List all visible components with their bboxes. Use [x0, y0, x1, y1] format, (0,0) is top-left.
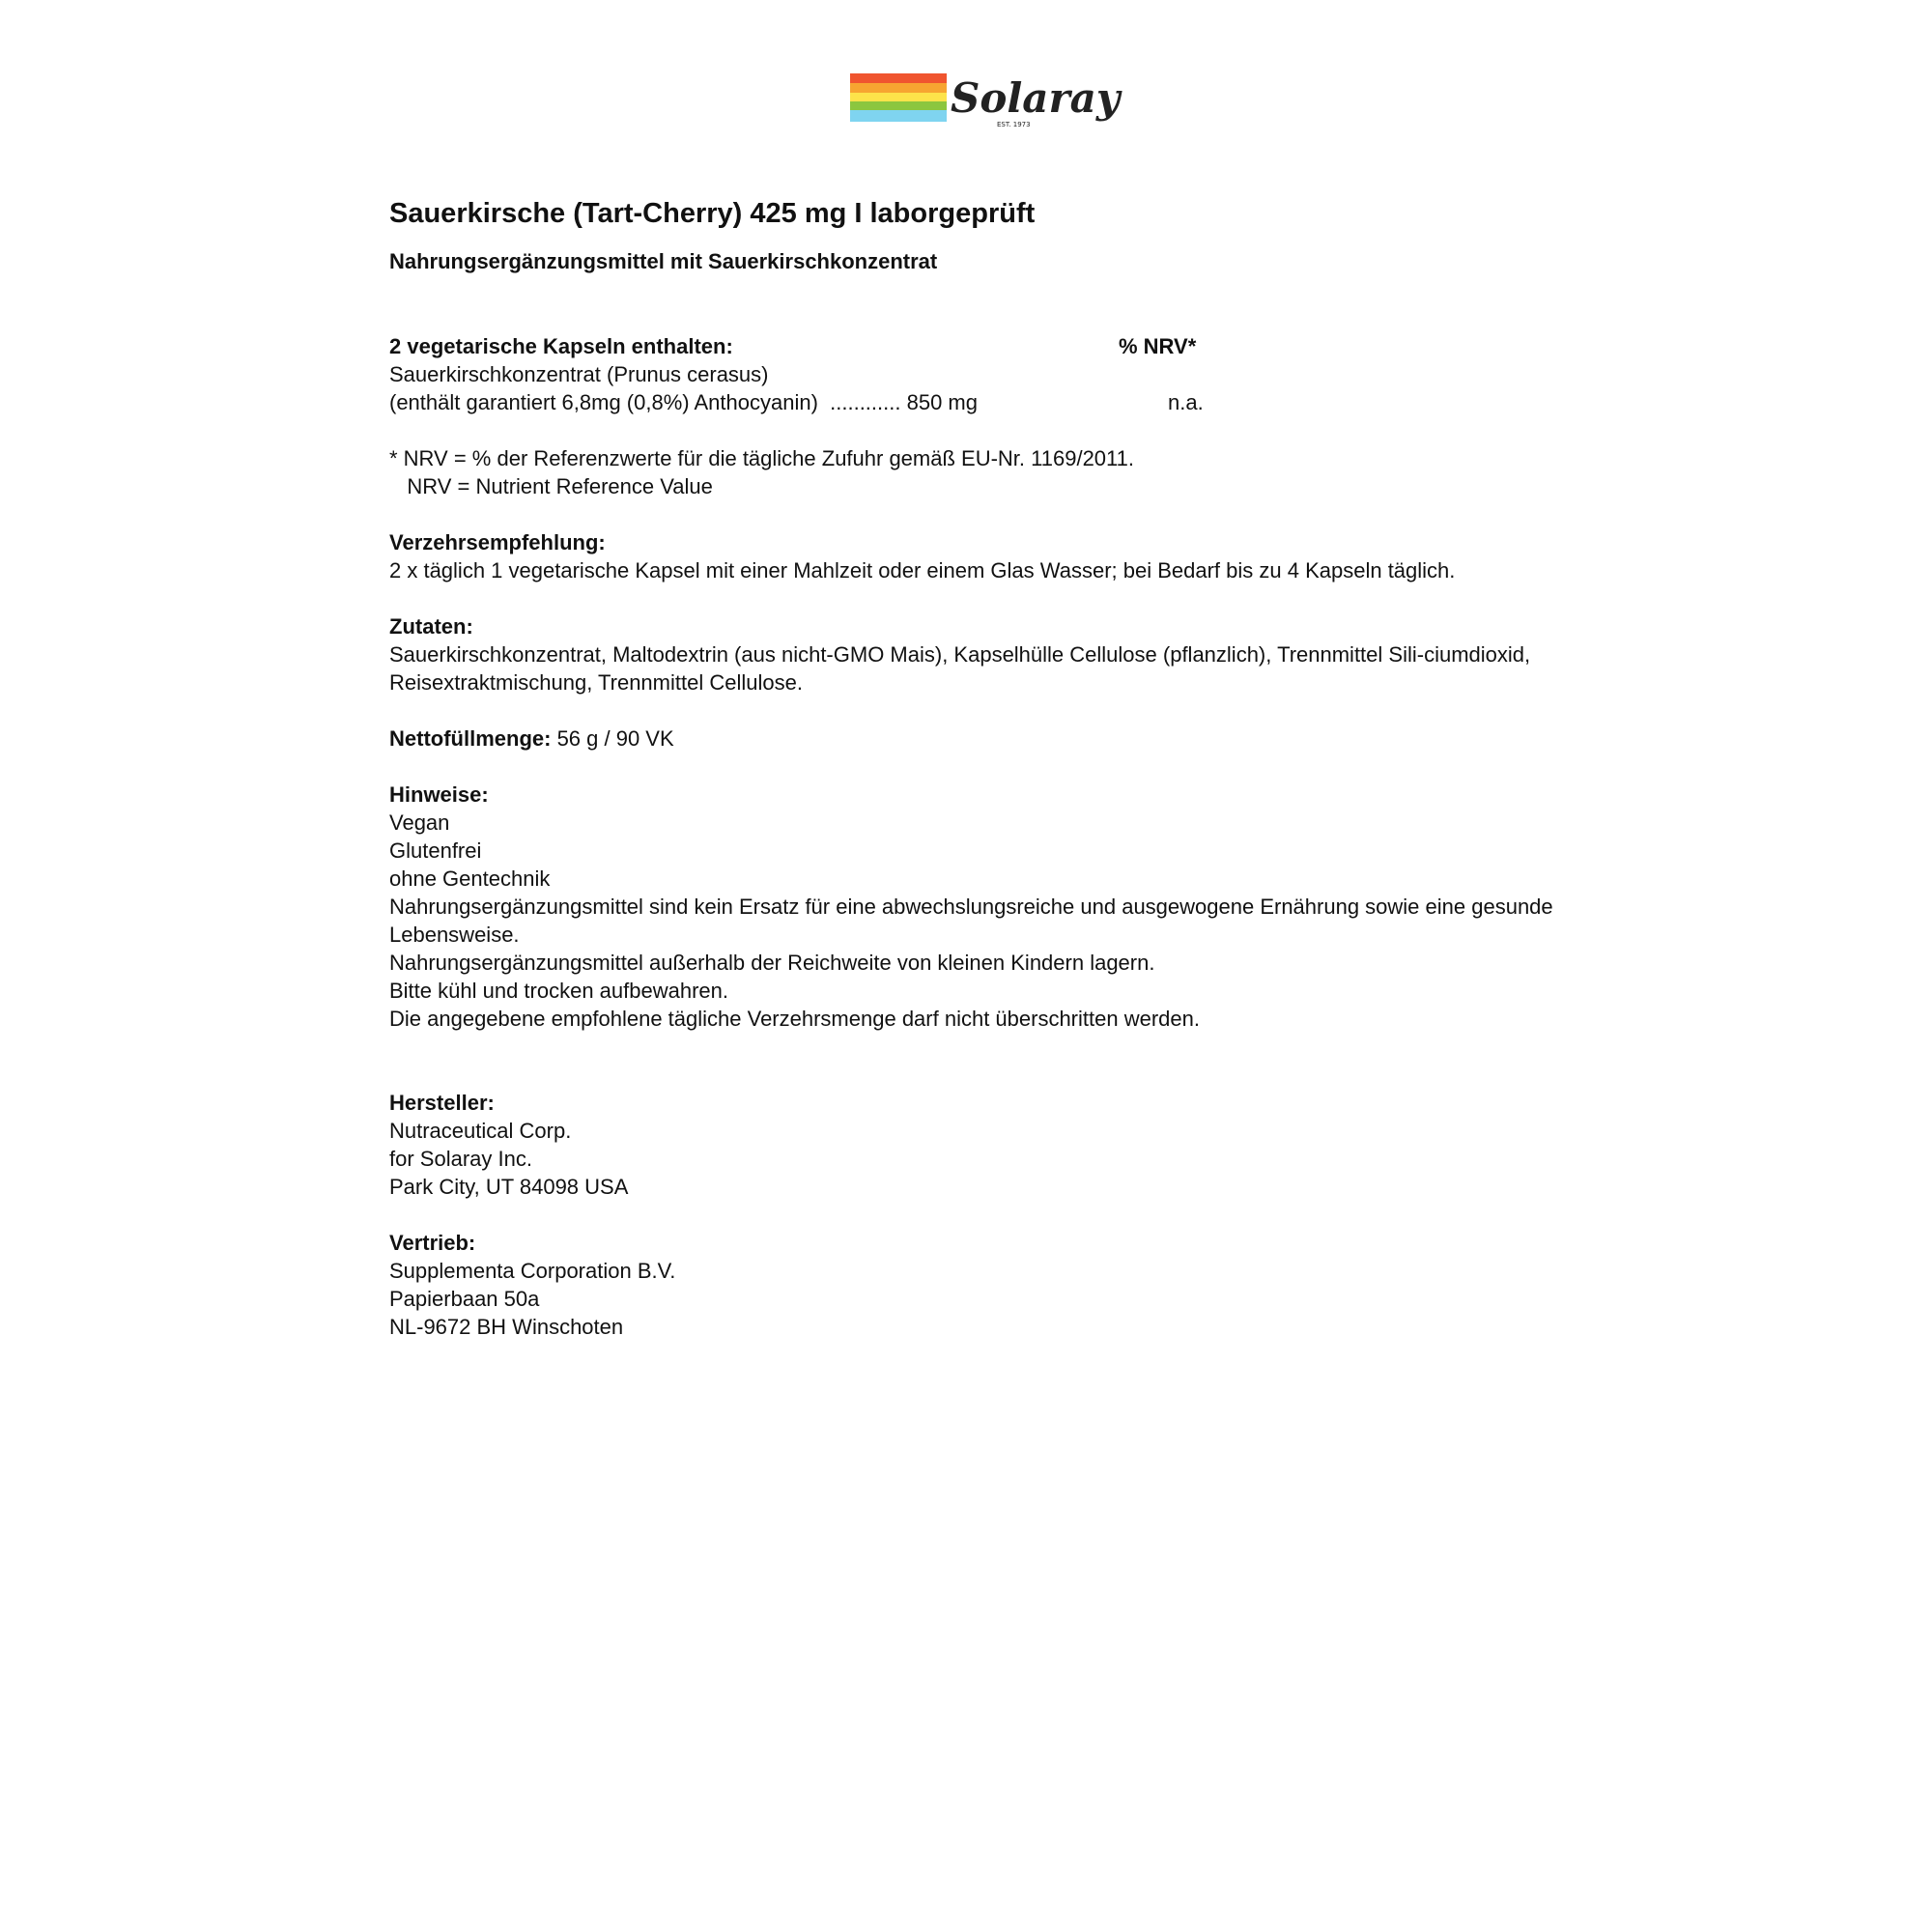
usage-text: 2 x täglich 1 vegetarische Kapsel mit einer Mahlzeit oder einem Glas Wasser; bei Bedarf bis zu 4 Kapseln täglich.: [389, 558, 1456, 582]
nutrition-line-2: (enthält garantiert 6,8mg (0,8%) Anthocyanin) ............ 850 mg: [389, 390, 978, 414]
manufacturer-line: Nutraceutical Corp.: [389, 1119, 572, 1143]
nutrition-header-right: % NRV*: [1119, 334, 1197, 358]
logo-est: EST. 1973: [997, 121, 1031, 128]
note-item: Die angegebene empfohlene tägliche Verzehrsmenge darf nicht überschritten werden.: [389, 1007, 1200, 1031]
nutrition-row: [389, 388, 1568, 416]
distribution-line: Papierbaan 50a: [389, 1287, 540, 1311]
solaray-logo: [850, 70, 1121, 129]
footnote-line-2: NRV = Nutrient Reference Value: [389, 474, 713, 498]
note-item: ohne Gentechnik: [389, 867, 551, 891]
note-item: Nahrungsergänzungsmittel außerhalb der Reichweite von kleinen Kindern lagern.: [389, 951, 1155, 975]
note-item: Glutenfrei: [389, 838, 482, 863]
product-title: Sauerkirsche (Tart-Cherry) 425 mg I laborgeprüft: [389, 198, 1036, 229]
manufacturer-heading: Hersteller:: [389, 1091, 495, 1115]
note-item: Bitte kühl und trocken aufbewahren.: [389, 979, 729, 1003]
product-subtitle: Nahrungsergänzungsmittel mit Sauerkirschkonzentrat: [389, 249, 938, 273]
ingredients-text: Sauerkirschkonzentrat, Maltodextrin (aus nicht-GMO Mais), Kapselhülle Cellulose (pflanzlich), Trennmittel Sili-ciumdioxid, Reisextraktmischung, Trennmittel Cellulose.: [389, 642, 1531, 695]
net-quantity: [389, 724, 1568, 753]
nutrition-line-1: Sauerkirschkonzentrat (Prunus cerasus): [389, 362, 769, 386]
distribution-heading: Vertrieb:: [389, 1231, 476, 1255]
nrv-value: n.a.: [1168, 390, 1204, 414]
nutrition-header-left: 2 vegetarische Kapseln enthalten:: [389, 334, 733, 358]
manufacturer-line: Park City, UT 84098 USA: [389, 1175, 629, 1199]
net-value: 56 g / 90 VK: [551, 726, 674, 751]
note-item: Nahrungsergänzungsmittel sind kein Ersatz für eine abwechslungsreiche und ausgewogene Ernährung sowie eine gesunde Lebensweise.: [389, 895, 1553, 947]
nutrition-header: [389, 332, 1568, 360]
product-document: [389, 193, 1568, 1341]
ingredients-heading: Zutaten:: [389, 614, 473, 639]
logo-wordmark: Solaray: [951, 74, 1121, 122]
manufacturer-line: for Solaray Inc.: [389, 1147, 532, 1171]
usage-heading: Verzehrsempfehlung:: [389, 530, 606, 554]
note-item: Vegan: [389, 810, 450, 835]
net-label: Nettofüllmenge:: [389, 726, 552, 751]
notes-heading: Hinweise:: [389, 782, 489, 807]
distribution-line: Supplementa Corporation B.V.: [389, 1259, 676, 1283]
footnote-line-1: * NRV = % der Referenzwerte für die tägliche Zufuhr gemäß EU-Nr. 1169/2011.: [389, 446, 1134, 470]
distribution-line: NL-9672 BH Winschoten: [389, 1315, 624, 1339]
